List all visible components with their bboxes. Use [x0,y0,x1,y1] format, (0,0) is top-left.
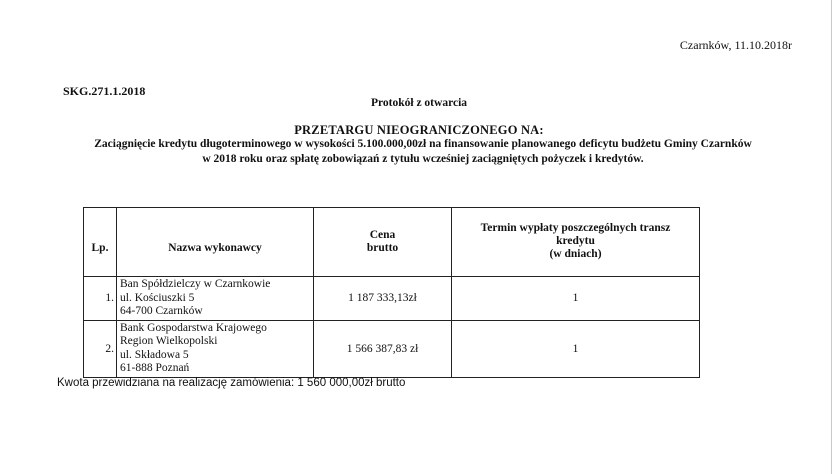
table-row [84,277,700,321]
tender-subject-line-2: w 2018 roku oraz spłatę zobowiązań z tytułu wcześniej zaciągniętych pożyczek i kredytów. [202,153,644,165]
header-gross-price [314,208,452,277]
tender-type-heading: PRZETARGU NIEOGRANICZONEGO NA: [294,123,544,137]
document-title: Protokół z otwarcia [370,97,468,109]
tender-subject-line-1: Zaciągnięcie kredytu długoterminowego w wysokości 5.100.000,00zł na finansowanie planowanego deficytu budżetu Gminy Czarnków [94,138,752,150]
row-contractor [117,277,314,321]
row-term: 1 [452,320,700,377]
planned-amount: Kwota przewidziana na realizację zamówienia: 1 560 000,00zł brutto [57,377,406,389]
header-payment-term [452,208,700,277]
row-price: 1 187 333,13zł [314,277,452,321]
header-term-line-1: Termin wypłaty poszczególnych transz [480,221,671,234]
row-price: 1 566 387,83 zł [314,320,452,377]
scan-edge-line [831,0,832,474]
row-lp: 1. [84,277,117,321]
header-contractor-name: Nazwa wykonawcy [117,208,314,277]
contractor-line: Bank Gospodarstwa Krajowego [120,321,267,334]
header-term-line-2: kredytu [556,234,595,247]
header-price-line-1: Cena [369,229,396,241]
contractor-line: 61-888 Poznań [120,362,190,374]
header-price-line-2: brutto [366,242,399,254]
contractor-line: ul. Składowa 5 [120,348,189,361]
reference-number: SKG.271.1.2018 [63,84,146,98]
table-header-row [84,208,700,277]
contractor-line: 64-700 Czarnków [120,305,203,317]
header-lp: Lp. [84,208,117,277]
contractor-line: ul. Kościuszki 5 [120,291,195,304]
tender-subject [0,137,838,167]
table-row [84,320,700,377]
row-term: 1 [452,277,700,321]
row-lp: 2. [84,320,117,377]
header-term-line-3: (w dniach) [549,247,602,260]
offers-table [83,207,700,378]
contractor-line: Ban Spółdzielczy w Czarnkowie [120,278,271,290]
place-and-date: Czarnków, 11.10.2018r [679,38,792,52]
contractor-line: Region Wielkopolski [120,335,218,347]
row-contractor [117,320,314,377]
